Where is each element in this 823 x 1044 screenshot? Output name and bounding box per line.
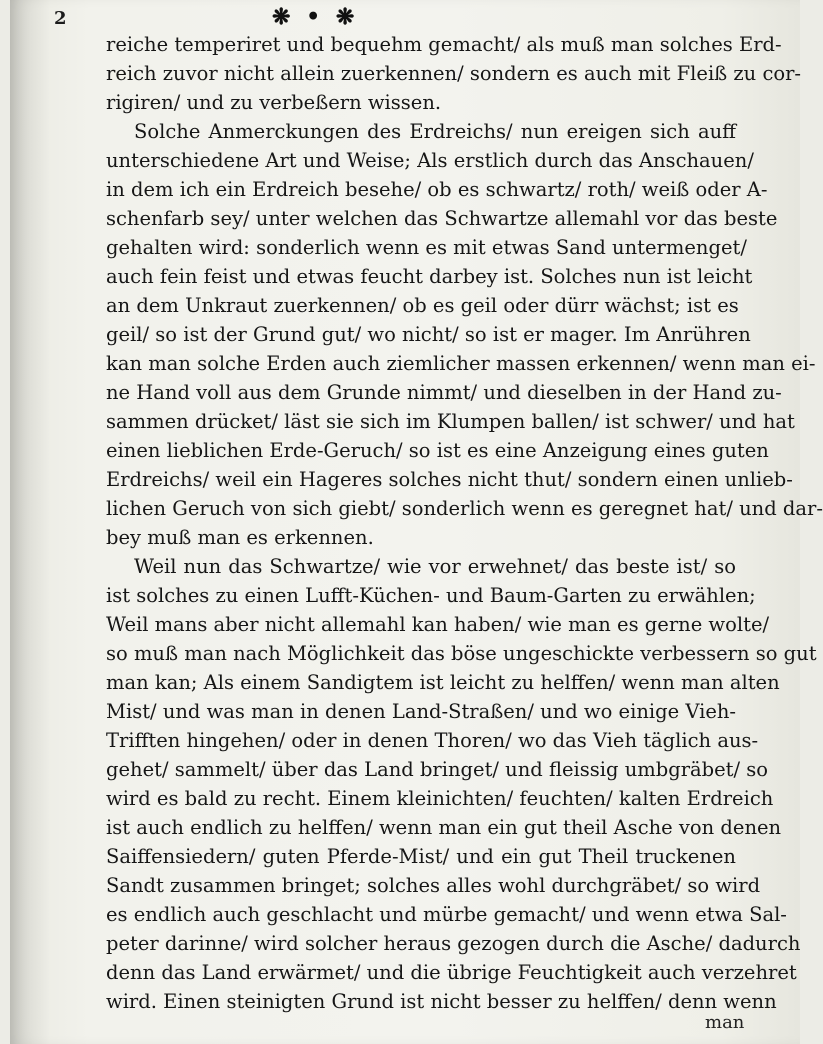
text-line: rigiren/ und zu verbeßern wissen. bbox=[106, 91, 442, 114]
binding-shadow bbox=[10, 0, 50, 1044]
text-line: ist solches zu einen Lufft-Küchen- und Baum-Garten zu erwählen; bbox=[106, 584, 756, 607]
text-line: wird. Einen steinigten Grund ist nicht besser zu helffen/ denn wenn bbox=[106, 990, 777, 1013]
text-line: auch fein feist und etwas feucht darbey ist. Solches nun ist leicht bbox=[106, 265, 753, 288]
text-line: Solche Anmerckungen des Erdreichs/ nun ereigen sich auff bbox=[134, 120, 736, 143]
text-line: reich zuvor nicht allein zuerkennen/ sondern es auch mit Fleiß zu cor- bbox=[106, 62, 802, 85]
text-line: Sandt zusammen bringet; solches alles wohl durchgräbet/ so wird bbox=[106, 874, 761, 897]
catchword: man bbox=[705, 1012, 745, 1033]
text-line: an dem Unkraut zuerkennen/ ob es geil oder dürr wächst; ist es bbox=[106, 294, 739, 317]
text-line: Trifften hingehen/ oder in denen Thoren/ wo das Vieh täglich aus- bbox=[106, 729, 759, 752]
text-body bbox=[106, 30, 823, 1016]
text-line: lichen Geruch von sich giebt/ sonderlich wenn es geregnet hat/ und dar- bbox=[106, 497, 823, 520]
text-line: bey muß man es erkennen. bbox=[106, 526, 374, 549]
text-line: unterschiedene Art und Weise; Als erstlich durch das Anschauen/ bbox=[106, 149, 754, 172]
text-line: gehet/ sammelt/ über das Land bringet/ und fleissig umbgräbet/ so bbox=[106, 758, 769, 781]
page-header bbox=[54, 4, 754, 30]
text-line: peter darinne/ wird solcher heraus gezogen durch die Asche/ dadurch bbox=[106, 932, 801, 955]
text-line: Saiffensiedern/ guten Pferde-Mist/ und ein gut Theil truckenen bbox=[106, 845, 736, 868]
text-line: in dem ich ein Erdreich besehe/ ob es schwartz/ roth/ weiß oder A- bbox=[106, 178, 768, 201]
text-line: ist auch endlich zu helffen/ wenn man ein gut theil Asche von denen bbox=[106, 816, 782, 839]
text-line: Weil nun das Schwartze/ wie vor erwehnet/ das beste ist/ so bbox=[134, 555, 736, 578]
text-line: einen lieblichen Erde-Geruch/ so ist es eine Anzeigung eines guten bbox=[106, 439, 769, 462]
text-line: Erdreichs/ weil ein Hageres solches nicht thut/ sondern einen unlieb- bbox=[106, 468, 793, 491]
text-line: ne Hand voll aus dem Grunde nimmt/ und dieselben in der Hand zu- bbox=[106, 381, 782, 404]
text-line: kan man solche Erden auch ziemlicher massen erkennen/ wenn man ei- bbox=[106, 352, 816, 375]
text-line: denn das Land erwärmet/ und die übrige Feuchtigkeit auch verzehret bbox=[106, 961, 797, 984]
text-line: wird es bald zu recht. Einem kleinichten/ feuchten/ kalten Erdreich bbox=[106, 787, 774, 810]
text-line: geil/ so ist der Grund gut/ wo nicht/ so ist er mager. Im Anrühren bbox=[106, 323, 751, 346]
text-line: es endlich auch geschlacht und mürbe gemacht/ und wenn etwa Sal- bbox=[106, 903, 787, 926]
text-line: sammen drücket/ läst sie sich im Klumpen ballen/ ist schwer/ und hat bbox=[106, 410, 795, 433]
text-line: Weil mans aber nicht allemahl kan haben/ wie man es gerne wolte/ bbox=[106, 613, 770, 636]
text-line: man kan; Als einem Sandigtem ist leicht zu helffen/ wenn man alten bbox=[106, 671, 780, 694]
book-page bbox=[10, 0, 823, 1044]
text-line: schenfarb sey/ unter welchen das Schwartze allemahl vor das beste bbox=[106, 207, 778, 230]
text-line: gehalten wird: sonderlich wenn es mit etwas Sand untermenget/ bbox=[106, 236, 747, 259]
text-line: so muß man nach Möglichkeit das böse ungeschickte verbessern so gut bbox=[106, 642, 817, 665]
page-number: 2 bbox=[54, 8, 67, 29]
text-line: Mist/ und was man in denen Land-Straßen/ und wo einige Vieh- bbox=[106, 700, 737, 723]
text-line: reiche temperiret und bequehm gemacht/ als muß man solches Erd- bbox=[106, 33, 782, 56]
header-ornament: ❋ • ❋ bbox=[272, 4, 359, 30]
